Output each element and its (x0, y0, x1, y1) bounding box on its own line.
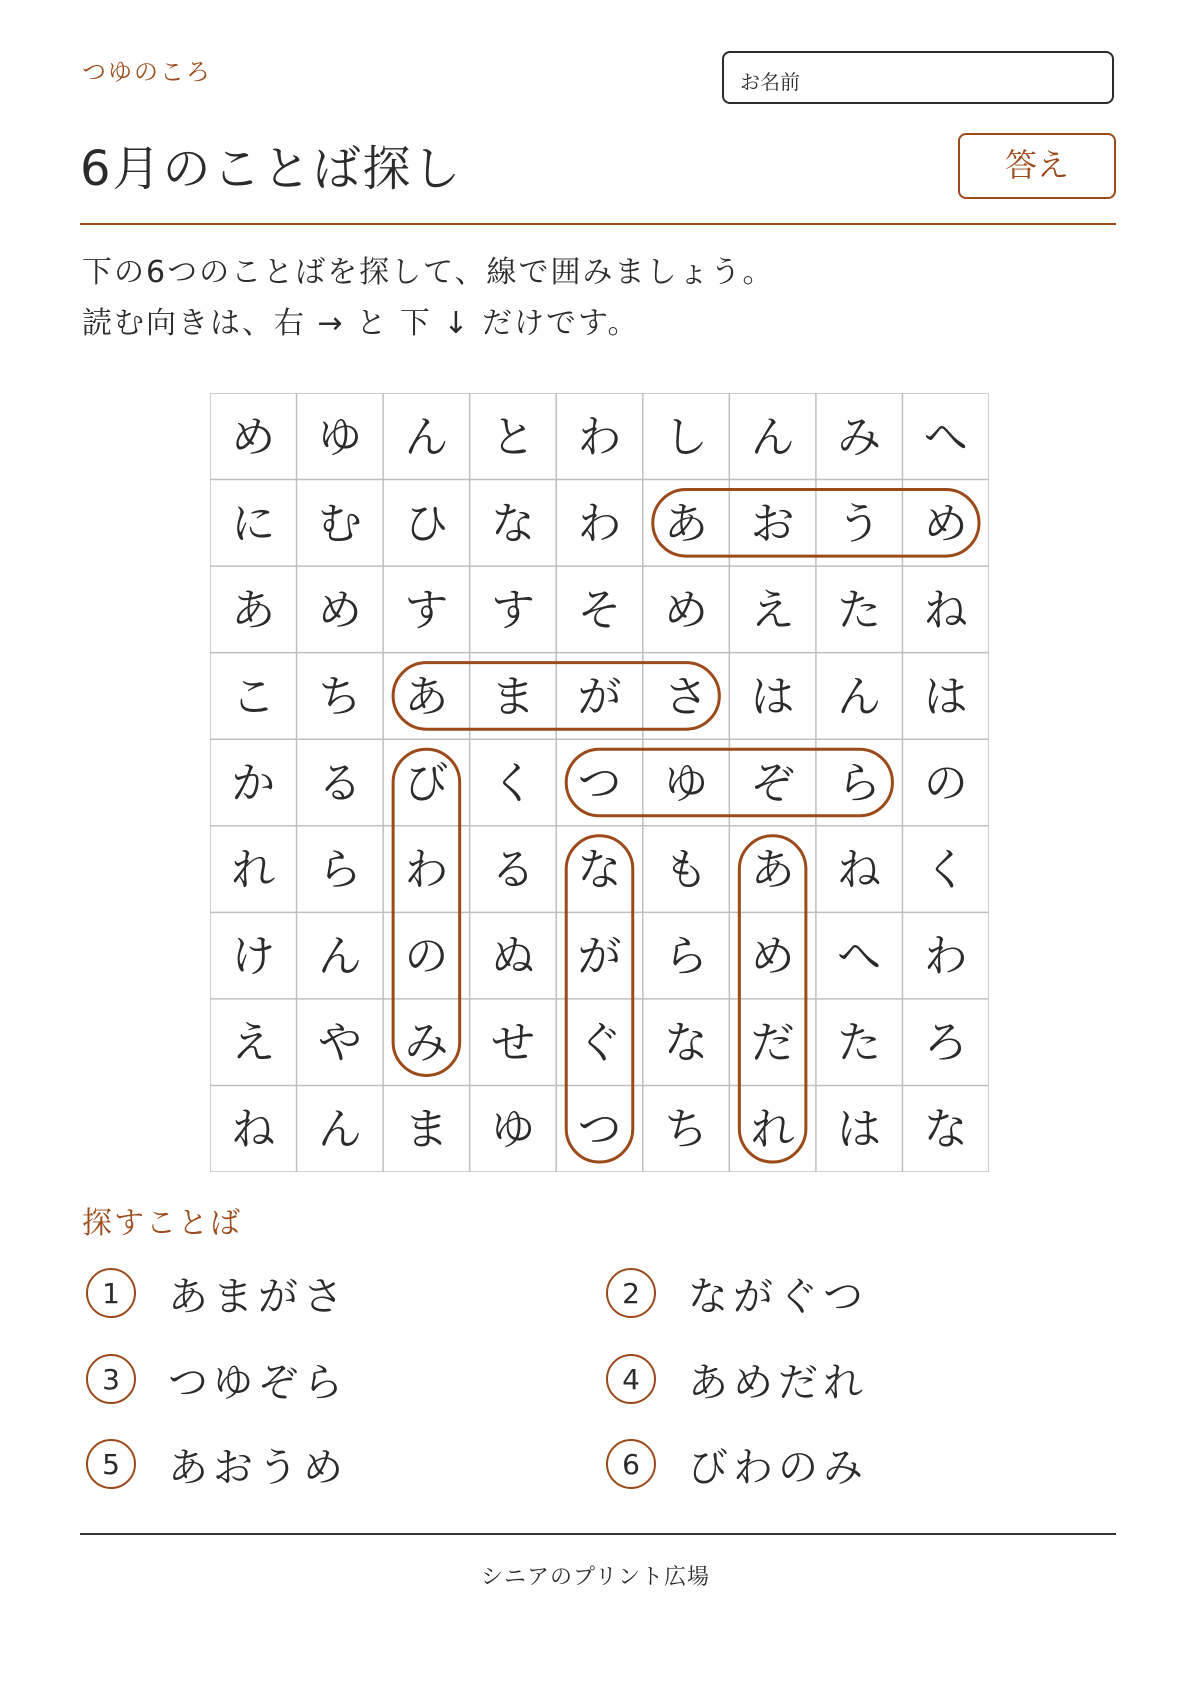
grid-cell-letter[interactable]: わ (404, 844, 449, 896)
grid-cell-letter[interactable]: の (923, 758, 968, 809)
word-text: ながぐつ (688, 1273, 868, 1320)
footer-credit: シニアのプリント広場 (480, 1565, 711, 1590)
grid-cell-letter[interactable]: の (404, 931, 449, 983)
grid-cell-letter[interactable]: ゆ (490, 1104, 535, 1156)
grid-cell-letter[interactable]: わ (577, 498, 622, 550)
grid-cell-letter[interactable]: む (317, 498, 362, 550)
grid-cell-letter[interactable]: な (577, 844, 622, 896)
word-text: あおうめ (168, 1444, 348, 1491)
word-search-grid (210, 393, 989, 1172)
grid-cell-letter[interactable]: ぞ (750, 758, 795, 809)
grid-cell-letter[interactable]: ん (837, 671, 882, 723)
grid-cell-letter[interactable]: ん (750, 411, 795, 463)
word-item-2 (606, 1263, 868, 1323)
grid-cell-letter[interactable]: め (923, 498, 968, 550)
name-field-label: お名前 (740, 70, 800, 94)
grid-cell-letter[interactable]: へ (837, 931, 882, 983)
word-item-5 (86, 1434, 348, 1494)
grid-cell-letter[interactable]: す (490, 584, 535, 636)
grid-cell-letter[interactable]: み (837, 411, 882, 463)
grid-cell-letter[interactable]: ん (404, 411, 449, 463)
grid-cell-letter[interactable]: さ (664, 671, 709, 723)
grid-cell-letter[interactable]: な (664, 1017, 709, 1069)
grid-cell-letter[interactable]: ね (231, 1104, 276, 1156)
word-item-6 (606, 1434, 868, 1494)
grid-cell-letter[interactable]: な (490, 498, 535, 550)
answer-button[interactable]: 答え (958, 133, 1116, 199)
word-item-1 (86, 1263, 348, 1323)
grid-cell-letter[interactable]: つ (577, 758, 622, 809)
word-text: あまがさ (168, 1273, 348, 1320)
word-number-badge: 2 (606, 1268, 656, 1318)
grid-cell-letter[interactable]: れ (231, 844, 276, 896)
grid-cell-letter[interactable]: ひ (404, 498, 449, 550)
word-number-badge: 6 (606, 1439, 656, 1489)
grid-cell-letter[interactable]: へ (923, 411, 968, 463)
grid-cell-letter[interactable]: か (231, 758, 276, 809)
word-number-badge: 3 (86, 1354, 136, 1404)
grid-cell-letter[interactable]: た (837, 584, 882, 636)
grid-cell-letter[interactable]: く (923, 844, 968, 896)
grid-cell-letter[interactable]: し (664, 411, 709, 463)
word-item-3 (86, 1349, 348, 1409)
word-number-badge: 4 (606, 1354, 656, 1404)
name-field[interactable] (722, 51, 1114, 104)
grid-cell-letter[interactable]: ん (317, 1104, 362, 1156)
instruction-line-1: 下の6つのことばを探して、線で囲みましょう。 (82, 255, 775, 290)
grid-cell-letter[interactable]: わ (577, 411, 622, 463)
grid-cell-letter[interactable]: け (231, 931, 276, 983)
word-list-heading: 探すことば (82, 1206, 242, 1241)
grid-cell-letter[interactable]: う (837, 498, 882, 550)
grid-cell-letter[interactable]: と (490, 411, 535, 463)
grid-cell-letter[interactable]: ら (664, 931, 709, 983)
grid-cell-letter[interactable]: め (750, 931, 795, 983)
grid-cell-letter[interactable]: れ (750, 1104, 795, 1156)
grid-cell-letter[interactable]: え (231, 1017, 276, 1069)
grid-cell-letter[interactable]: く (490, 758, 535, 809)
grid-cell-letter[interactable]: る (490, 844, 535, 896)
grid-cell-letter[interactable]: ぐ (577, 1017, 622, 1069)
word-number-badge: 1 (86, 1268, 136, 1318)
word-number-badge: 5 (86, 1439, 136, 1489)
grid-cell-letter[interactable]: あ (404, 671, 449, 723)
grid-cell-letter[interactable]: つ (577, 1104, 622, 1156)
instruction-line-2: 読む向きは、右 → と 下 ↓ だけです。 (82, 306, 640, 341)
grid-cell-letter[interactable]: ゆ (664, 758, 709, 809)
grid-cell-letter[interactable]: は (923, 671, 968, 723)
grid-cell-letter[interactable]: ね (837, 844, 882, 896)
header-divider (80, 223, 1116, 225)
grid-cell-letter[interactable]: め (664, 584, 709, 636)
grid-cell-letter[interactable]: が (577, 931, 622, 983)
category-label: つゆのころ (82, 58, 212, 86)
grid-cell-letter[interactable]: に (231, 498, 276, 550)
grid-cell-letter[interactable]: も (664, 844, 709, 896)
grid-cell-letter[interactable]: は (750, 671, 795, 723)
grid-cell-letter[interactable]: ち (664, 1104, 709, 1156)
word-text: つゆぞら (168, 1359, 348, 1406)
grid-cell-letter[interactable]: こ (231, 671, 276, 723)
grid-cell-letter[interactable]: あ (750, 844, 795, 896)
grid-cell-letter[interactable]: せ (490, 1017, 535, 1069)
grid-cell-letter[interactable]: め (231, 411, 276, 463)
grid-cell-letter[interactable]: ん (317, 931, 362, 983)
grid-cell-letter[interactable]: は (837, 1104, 882, 1156)
grid-cell-letter[interactable]: ぬ (490, 931, 535, 983)
grid-cell-letter[interactable]: わ (923, 931, 968, 983)
grid-cell-letter[interactable]: な (923, 1104, 968, 1156)
grid-cell-letter[interactable]: お (750, 498, 795, 550)
grid-cell-letter[interactable]: ろ (923, 1017, 968, 1069)
grid-cell-letter[interactable]: び (404, 758, 449, 809)
grid-cell-letter[interactable]: す (404, 584, 449, 636)
grid-cell-letter[interactable]: ま (404, 1104, 449, 1156)
grid-cell-letter[interactable]: あ (231, 584, 276, 636)
grid-cell-letter[interactable]: ゆ (317, 411, 362, 463)
grid-cell-letter[interactable]: ま (490, 671, 535, 723)
grid-cell-letter[interactable]: や (317, 1017, 362, 1069)
grid-cell-letter[interactable]: め (317, 584, 362, 636)
grid-cell-letter[interactable]: ら (837, 758, 882, 809)
grid-cell-letter[interactable]: ち (317, 671, 362, 723)
footer-divider (80, 1533, 1116, 1535)
grid-cell-letter[interactable]: ら (317, 844, 362, 896)
grid-cell-letter[interactable]: た (837, 1017, 882, 1069)
grid-cell-letter[interactable]: え (750, 584, 795, 636)
word-text: あめだれ (688, 1359, 868, 1406)
grid-cell-letter[interactable]: が (577, 671, 622, 723)
grid-cell-letter[interactable]: ね (923, 584, 968, 636)
grid-cell-letter[interactable]: そ (577, 584, 622, 636)
word-item-4 (606, 1349, 868, 1409)
grid-cell-letter[interactable]: る (317, 758, 362, 809)
page-title: 6月のことば探し (80, 141, 463, 197)
grid-cell-letter[interactable]: み (404, 1017, 449, 1069)
word-text: びわのみ (688, 1444, 868, 1491)
grid-cell-letter[interactable]: だ (750, 1017, 795, 1069)
grid-cell-letter[interactable]: あ (664, 498, 709, 550)
